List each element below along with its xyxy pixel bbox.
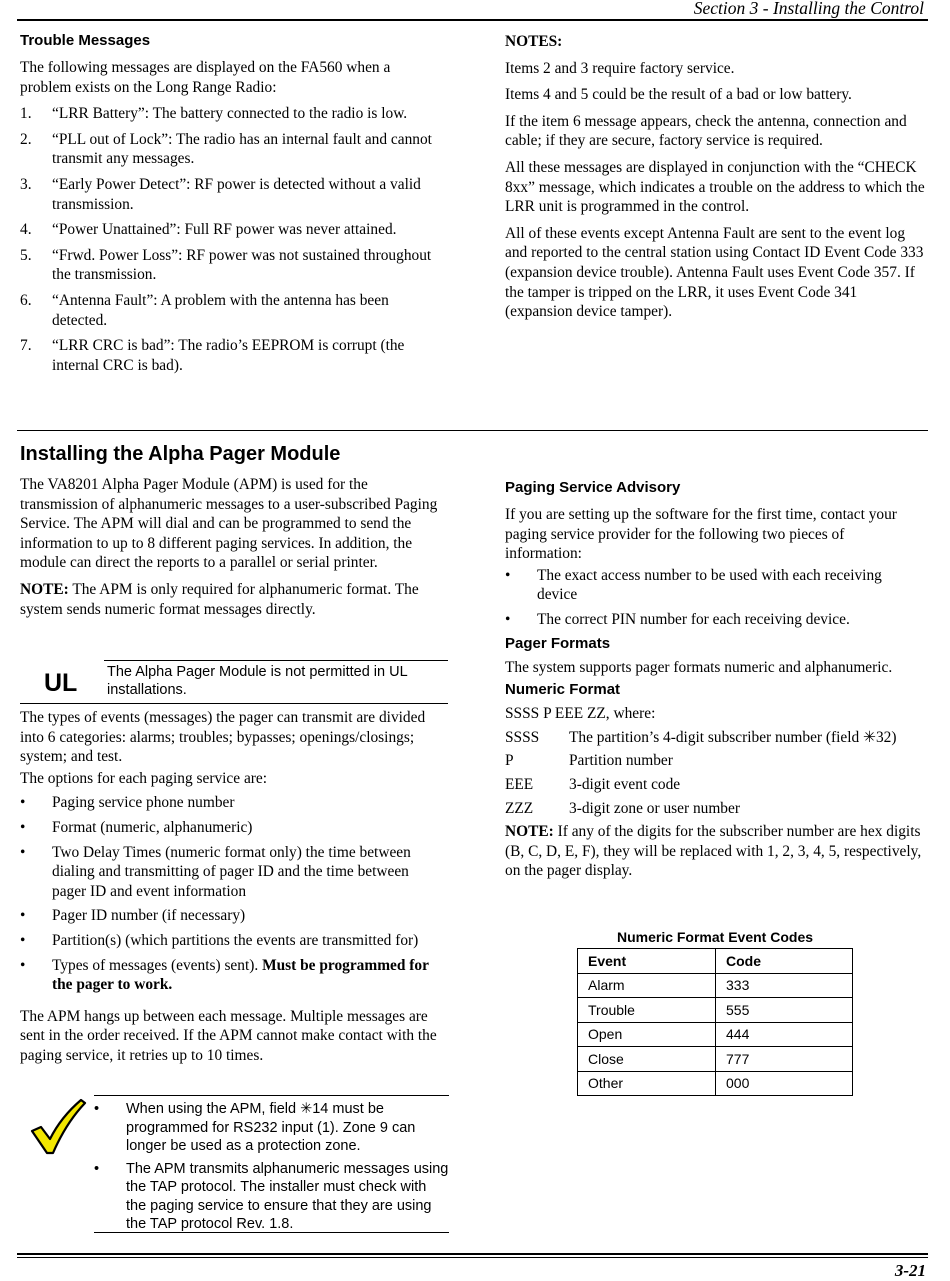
notes-section [505, 32, 925, 329]
check-box-bottom-rule [94, 1232, 449, 1233]
apm-options-intro: The options for each paging service are: [20, 769, 268, 787]
advisory-bullet [505, 566, 925, 605]
numeric-note [505, 822, 925, 881]
table-header-row [578, 949, 853, 974]
note-paragraph: All of these events except Antenna Fault are sent to the event log and reported to the central station using Contact ID Event Code 333 (expansion device trouble). Antenna Fault uses Event Code 357. If the tamper is tripped on the LRR, it uses Event Code 341 (expansion device tamper). [505, 224, 924, 321]
bullet: • [505, 610, 511, 628]
table-row [578, 1047, 853, 1072]
apm-options-block [20, 708, 445, 1073]
item-text: “Early Power Detect”: RF power is detected without a valid transmission. [52, 175, 421, 213]
apm-hangup: The APM hangs up between each message. Multiple messages are sent in the order received. If the APM cannot make contact with the paging service, it retries up to 10 times. [20, 1007, 437, 1064]
apm-option-last-bold: Must be programmed for the pager to work. [52, 956, 429, 994]
trouble-item [20, 130, 440, 169]
bullet: • [94, 1160, 100, 1177]
numeric-definitions [505, 728, 925, 818]
trouble-item [20, 336, 440, 375]
bullet: • [20, 818, 26, 836]
item-text: “Power Unattained”: Full RF power was never attained. [52, 221, 397, 239]
advisory-list [505, 566, 925, 630]
apm-note [20, 580, 445, 619]
numeric-def [505, 799, 925, 819]
apm-note-text: The APM is only required for alphanumeric format. The system sends numeric format messages directly. [20, 580, 419, 618]
apm-options-list [20, 793, 445, 950]
bullet: • [20, 794, 26, 812]
def-term: ZZZ [505, 799, 534, 817]
note-paragraph: Items 4 and 5 could be the result of a bad or low battery. [505, 86, 852, 104]
note-paragraph: All these messages are displayed in conjunction with the “CHECK 8xx” message, which indicates a trouble on the address to which the LRR unit is programmed in the control. [505, 158, 925, 216]
def-term: SSSS [505, 728, 540, 746]
page-number: 3-21 [894, 1261, 926, 1280]
trouble-heading: Trouble Messages [20, 32, 151, 49]
def-desc: 3-digit zone or user number [569, 799, 740, 817]
def-desc: Partition number [569, 752, 673, 770]
table-cell: 333 [716, 973, 853, 998]
advisory-bullet [505, 610, 925, 630]
bullet: • [20, 956, 26, 974]
item-number: 1. [20, 105, 32, 123]
table-row [578, 973, 853, 998]
item-number: 6. [20, 291, 32, 309]
footer-rule-1 [17, 1253, 928, 1255]
advisory-heading: Paging Service Advisory [505, 479, 681, 496]
apm-types: The types of events (messages) the pager can transmit are divided into 6 categories: alarms; troubles; bypasses; openings/closings; system; and test. [20, 709, 426, 766]
apm-option [20, 793, 445, 813]
check-notes [94, 1100, 449, 1238]
apm-option [20, 818, 445, 838]
check-box-top-rule [94, 1095, 449, 1096]
ul-notice: The Alpha Pager Module is not permitted in UL installations. [107, 664, 408, 698]
def-desc: 3-digit event code [569, 775, 681, 793]
section-header: Section 3 - Installing the Control [693, 0, 924, 18]
advisory-bullet-text: The exact access number to be used with each receiving device [537, 566, 882, 604]
apm-option-text: Pager ID number (if necessary) [52, 907, 246, 925]
table-cell: Other [578, 1071, 716, 1096]
apm-option [20, 931, 445, 951]
header-rule [17, 19, 928, 21]
footer-rule-2 [17, 1257, 928, 1258]
advisory-bullet-text: The correct PIN number for each receiving device. [537, 610, 850, 628]
event-code-table [577, 948, 853, 1096]
apm-option-text: Paging service phone number [52, 794, 235, 812]
def-term: P [505, 752, 514, 770]
bullet: • [20, 843, 26, 861]
advisory-text: If you are setting up the software for the first time, contact your paging service provider for the following two pieces of information: [505, 506, 897, 563]
bullet: • [20, 907, 26, 925]
ul-box-top-rule [104, 660, 448, 661]
apm-option-text: Two Delay Times (numeric format only) the time between dialing and transmitting of pager ID and the time between pager ID and event information [52, 843, 411, 900]
apm-intro-block [20, 475, 445, 626]
table-cell: 000 [716, 1071, 853, 1096]
table-header-cell: Code [716, 949, 853, 974]
def-desc: The partition’s 4-digit subscriber number (field ✳32) [569, 728, 897, 746]
section-rule [17, 430, 928, 431]
bullet: • [20, 931, 26, 949]
item-text: “Frwd. Power Loss”: RF power was not sustained throughout the transmission. [52, 246, 432, 284]
apm-option [20, 906, 445, 926]
pager-formats-text: The system supports pager formats numeric and alphanumeric. [505, 658, 893, 676]
table-cell: Open [578, 1022, 716, 1047]
apm-note-label: NOTE: [20, 580, 69, 598]
item-text: “PLL out of Lock”: The radio has an internal fault and cannot transmit any messages. [52, 130, 432, 168]
pager-formats-heading: Pager Formats [505, 634, 611, 652]
table-row [578, 998, 853, 1023]
apm-option-last-text: Types of messages (events) sent). [52, 956, 263, 974]
apm-option-last [20, 956, 445, 995]
bullet: • [94, 1101, 100, 1117]
numeric-format-pattern: SSSS P EEE ZZ, where: [505, 705, 656, 723]
numeric-note-label: NOTE: [505, 823, 554, 841]
item-number: 4. [20, 221, 32, 239]
table-cell: 777 [716, 1047, 853, 1072]
apm-option-text: Format (numeric, alphanumeric) [52, 818, 253, 836]
apm-heading: Installing the Alpha Pager Module [20, 443, 341, 465]
table-header-cell: Event [578, 949, 716, 974]
def-term: EEE [505, 775, 534, 793]
numeric-note-text: If any of the digits for the subscriber number are hex digits (B, C, D, E, F), they will be replaced with 1, 2, 3, 4, 5, respectively, on the pager display. [505, 823, 922, 880]
table-cell: 555 [716, 998, 853, 1023]
trouble-item [20, 246, 440, 285]
table-row [578, 1071, 853, 1096]
event-table-title: Numeric Format Event Codes [616, 929, 814, 945]
item-number: 2. [20, 130, 32, 148]
numeric-def [505, 751, 925, 771]
trouble-item [20, 291, 440, 330]
bullet: • [505, 566, 511, 584]
note-paragraph: If the item 6 message appears, check the antenna, connection and cable; if they are secure, factory service is required. [505, 112, 907, 150]
item-number: 5. [20, 246, 32, 264]
numeric-def [505, 728, 925, 748]
trouble-intro: The following messages are displayed on the FA560 when a problem exists on the Long Range Radio: [20, 59, 391, 96]
table-cell: Close [578, 1047, 716, 1072]
trouble-section [20, 31, 440, 381]
apm-option-text: Partition(s) (which partitions the events are transmitted for) [52, 931, 419, 949]
table-cell: Trouble [578, 998, 716, 1023]
trouble-list [20, 104, 440, 375]
item-text: “LRR CRC is bad”: The radio’s EEPROM is corrupt (the internal CRC is bad). [52, 337, 405, 374]
note-paragraph: Items 2 and 3 require factory service. [505, 59, 735, 77]
table-cell: 444 [716, 1022, 853, 1047]
numeric-def [505, 775, 925, 795]
check-note-text: When using the APM, field ✳14 must be programmed for RS232 input (1). Zone 9 can longer be used as a protection zone. [126, 1101, 416, 1154]
table-row [578, 1022, 853, 1047]
check-notes-list [94, 1100, 449, 1234]
right-column-lower [505, 478, 925, 881]
notes-list [505, 59, 925, 322]
apm-option [20, 843, 445, 902]
item-text: “LRR Battery”: The battery connected to the radio is low. [52, 105, 408, 123]
ul-logo: UL [44, 669, 78, 697]
notes-heading: NOTES: [505, 33, 563, 50]
trouble-item [20, 175, 440, 214]
check-note-text: The APM transmits alphanumeric messages using the TAP protocol. The installer must check with the paging service to ensure that they are using the TAP protocol Rev. 1.8. [126, 1160, 449, 1232]
ul-box-bottom-rule [20, 703, 448, 704]
item-number: 7. [20, 337, 32, 355]
numeric-format-heading: Numeric Format [505, 681, 621, 699]
table-cell: Alarm [578, 973, 716, 998]
item-number: 3. [20, 175, 32, 193]
trouble-item [20, 220, 440, 240]
checkmark-icon [28, 1097, 88, 1157]
item-text: “Antenna Fault”: A problem with the antenna has been detected. [52, 291, 389, 329]
check-note [94, 1100, 449, 1156]
trouble-item [20, 104, 440, 124]
check-note [94, 1160, 449, 1234]
apm-intro: The VA8201 Alpha Pager Module (APM) is used for the transmission of alphanumeric messages to a user-subscribed Paging Service. The APM will dial and can be programmed to send the information to up to 8 different paging services. In addition, the module can direct the reports to a parallel or serial printer. [20, 476, 438, 572]
